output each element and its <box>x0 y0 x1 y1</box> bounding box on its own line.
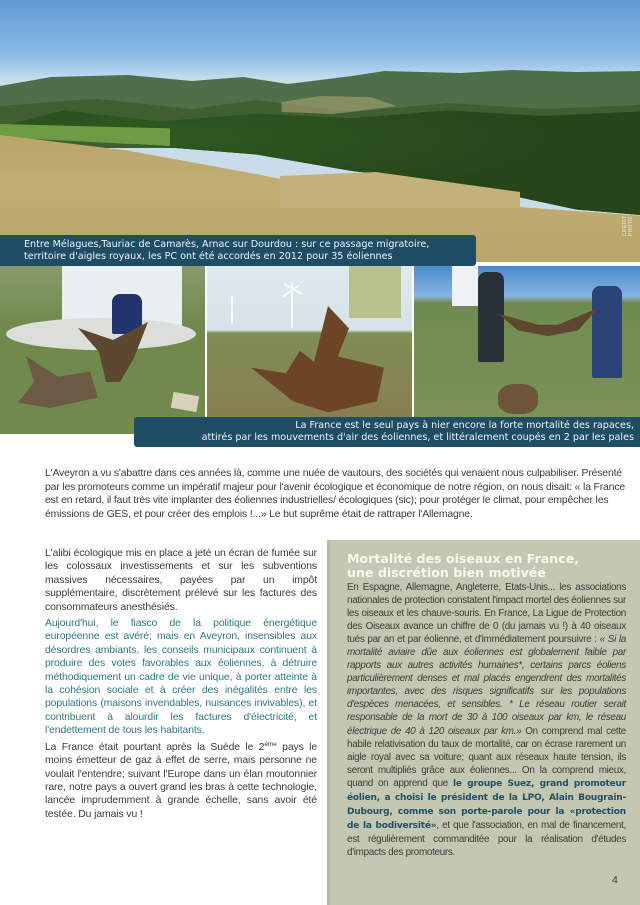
dead-eagle-wings-spread <box>498 308 598 336</box>
caption-top-line2: territoire d'aigles royaux, les PC ont été accordés en 2012 pour 35 éoliennes <box>24 251 393 262</box>
article-lead: L'Aveyron a vu s'abattre dans ces années là, comme une nuée de vautours, des sociétés qui venaient nous culpabiliser. Présenté par les promoteurs comme un impératif majeur pour l'avenir écologique et économique de notre région, on nous disait: « la France est en retard, il faut très vite implanter des éoliennes industrielles/ écologiques (sic); pour protéger le climat, pour empêcher les émissions de GES, et pour créer des emplois !...» Le but suprême était de rattraper l'Allemagne. <box>45 468 625 520</box>
person <box>592 286 622 378</box>
dead-raptor <box>498 384 538 414</box>
text-run: La France était pourtant après la Suède le 2 <box>45 741 265 753</box>
text-run: On comprend mal cette habile relativisation du taux de mortalité, car on écrase rarement un aigle royal avec sa voiture; quant aux réseaux haute tension, ils seront multipliés grâce aux éoliennes... On la comprend mieux, quand on apprend que <box>347 725 627 789</box>
photo-men-holding-eagle <box>414 266 640 434</box>
photo-credit: CRÉDIT PHOTO <box>622 215 634 236</box>
sidebar-body <box>330 579 640 859</box>
article-paragraph <box>45 741 317 821</box>
turbine-tower <box>452 266 478 306</box>
article-paragraph: L'alibi écologique mis en place a jeté un écran de fumée sur les colossaux investissements et sur les subventions massives nécessaires, payées par un impôt supplémentaire, discrètement prélevé sur les factures des consommateurs anesthésiés. <box>45 548 317 613</box>
hero-landscape-photo <box>0 0 640 262</box>
dead-raptor <box>18 356 98 408</box>
text-run: , et que l'association, en mal de financement, est régulièrement commanditée pour la réalisation d'études d'impacts des promoteurs. <box>347 819 626 858</box>
caption-bottom <box>134 417 640 447</box>
sidebar-title-line2: une discrétion bien motivée <box>347 564 546 580</box>
caption-top-line1: Entre Mélagues,Tauriac de Camarès, Arnac sur Dourdou : sur ce passage migratoire, <box>24 239 430 250</box>
wind-turbine <box>231 296 233 324</box>
superscript: ème <box>264 740 277 748</box>
sidebar-box <box>327 540 640 905</box>
article-highlight-paragraph: Aujourd'hui, le fiasco de la politique énergétique européenne est avéré; mais en Aveyron, insensibles aux désordres ambiants, les conseils municipaux continuent à produire des votes favorables aux éoliennes, à détruire méthodiquement un cadre de vie unique, à porter atteinte à la cohésion sociale et à créer des inégalités entre les populations (maisons invendables, nuisances invivables), et contribuent à alourdir les factures d'électricité, et l'endettement de tous les habitants. <box>45 618 317 737</box>
sidebar-title-line1: Mortalité des oiseaux en France, <box>347 551 580 566</box>
photo-strip <box>0 266 640 434</box>
caption-bottom-line1: La France est le seul pays à nier encore la forte mortalité des rapaces, <box>295 420 634 431</box>
article-column <box>45 547 317 824</box>
page-number: 4 <box>612 874 618 886</box>
building <box>349 266 401 318</box>
text-run: En Espagne, Allemagne, Angleterre, Etats-Unis... les associations nationales de protection constatent l'impact mortel des éoliennes sur les oiseaux et les chauve-souris. En France, La Ligue de Protection des Oiseaux avance un chiffre de 0 (du jamais vu !) à 40 oiseaux tués par an et par éolienne, et d'immédiatement poursuivre : <box>347 582 626 646</box>
caption-top <box>0 235 476 266</box>
lpo-quote: « Si la mortalité aviaire dûe aux éoliennes est globalement faible par rapports aux autres activités humaines*, certains parcs éoliens particulièrement denses et mal placés engendrent des mortalités importantes, avec des risques significatifs sur les populations d'espèces menacées, et sensibles. * Le réseau routier serait responsable de la mort de 30 à 100 oiseaux par km, le réseau électrique de 40 à 120 oiseaux par km.» <box>347 634 626 737</box>
bold-highlight: le groupe Suez, grand promoteur éolien, a choisi le président de la LPO, Alain Bougrain-Dubourg, comme son porte-parole pour la «protection de la bodiversité» <box>347 778 626 831</box>
rock <box>171 392 199 412</box>
caption-bottom-line2: attirés par les mouvements d'air des éoliennes, et littéralement coupés en 2 par les pales <box>201 432 634 443</box>
dead-raptor <box>251 306 391 418</box>
text-run: pays le moins émetteur de gaz à effet de serre, mais personne ne voulait l'entendre; suivant l'Europe dans un élan moutonnier rare, notre pays a ouvert grand les bras à cette technologie, lancée imprudemment à grande échelle, sans avoir été testée. Du jamais vu ! <box>45 741 317 820</box>
person <box>478 272 504 362</box>
photo-raptors-turbine-base <box>0 266 205 434</box>
sidebar-title <box>330 540 640 579</box>
photo-dead-raptor-turbines <box>207 266 412 434</box>
